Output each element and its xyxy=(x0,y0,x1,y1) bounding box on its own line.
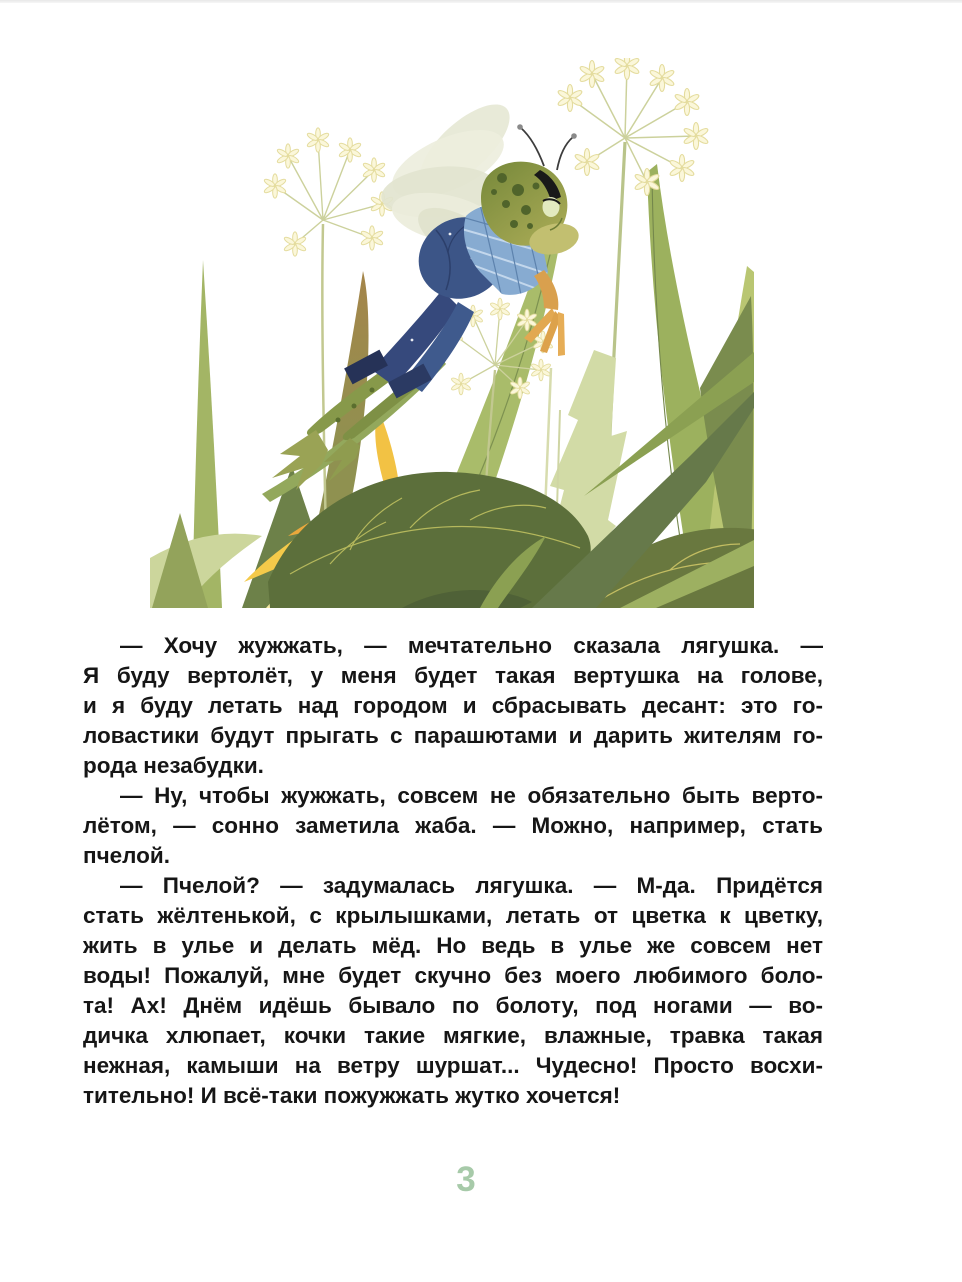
text-line: дичка хлюпает, кочки такие мягкие, влажные, травка такая xyxy=(83,1023,823,1048)
frog-illustration xyxy=(150,58,754,608)
text-line: тительно! И всё-таки пожужжать жутко хочется! xyxy=(83,1083,621,1108)
paragraph-2 xyxy=(83,781,823,871)
paragraph-1 xyxy=(83,631,823,781)
text-line: — Пчелой? — задумалась лягушка. — М-да. Придётся xyxy=(120,873,823,898)
text-line: — Хочу жужжать, — мечтательно сказала лягушка. — xyxy=(120,633,823,658)
story-text xyxy=(83,631,823,1111)
page-top-edge xyxy=(0,0,962,3)
text-line: нежная, камыши на ветру шуршат... Чудесно! Просто восхи- xyxy=(83,1053,823,1078)
text-line: рода незабудки. xyxy=(83,753,264,778)
text-line: Я буду вертолёт, у меня будет такая вертушка на голове, xyxy=(83,663,823,688)
text-line: — Ну, чтобы жужжать, совсем не обязательно быть верто- xyxy=(120,783,823,808)
paragraph-3 xyxy=(83,871,823,1111)
text-line: пчелой. xyxy=(83,843,170,868)
page-number: 3 xyxy=(456,1160,476,1199)
text-line: и я буду летать над городом и сбрасывать десант: это го- xyxy=(83,693,823,718)
text-line: та! Ах! Днём идёшь бывало по болоту, под ногами — во- xyxy=(83,993,823,1018)
text-line: стать жёлтенькой, с крылышками, летать от цветка к цветку, xyxy=(83,903,823,928)
text-line: ловастики будут прыгать с парашютами и дарить жителям го- xyxy=(83,723,823,748)
text-line: лётом, — сонно заметила жаба. — Можно, например, стать xyxy=(83,813,823,838)
text-line: воды! Пожалуй, мне будет скучно без моего любимого боло- xyxy=(83,963,823,988)
text-line: жить в улье и делать мёд. Но ведь в улье же совсем нет xyxy=(83,933,823,958)
